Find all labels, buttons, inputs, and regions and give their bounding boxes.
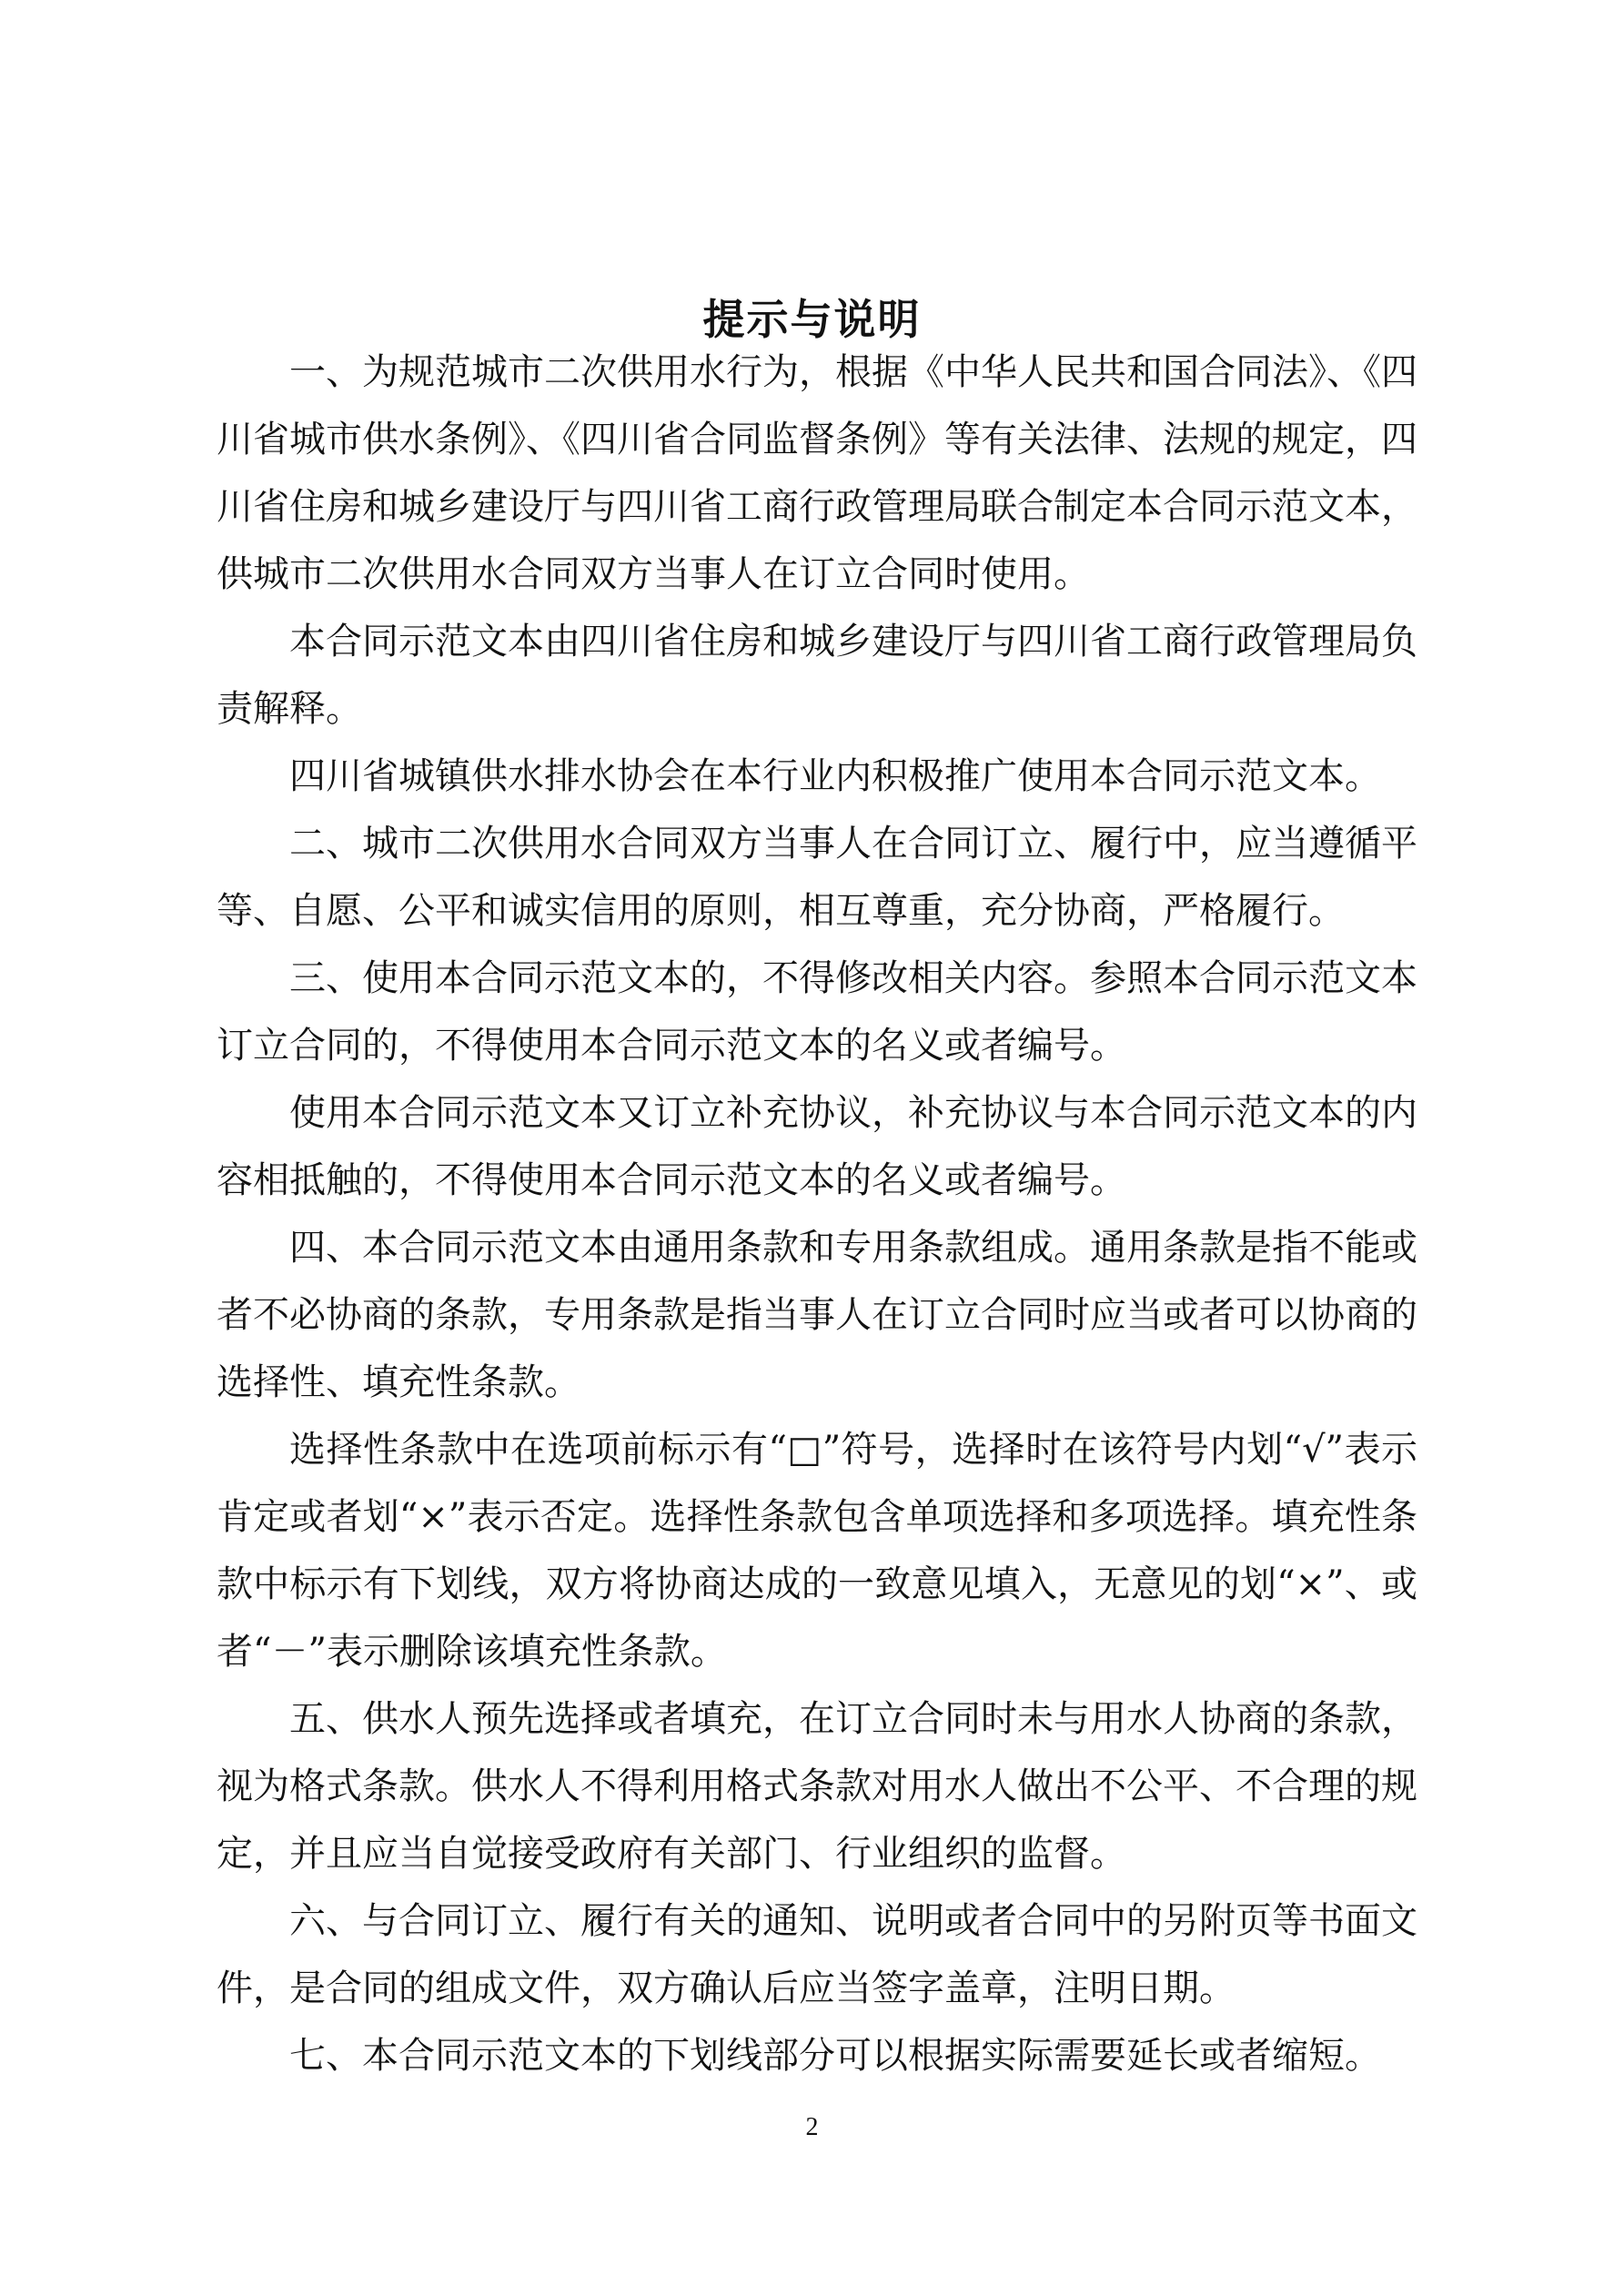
paragraph-10-written-documents: 六、与合同订立、履行有关的通知、说明或者合同中的另附页等书面文件，是合同的组成文件，双方确认后应当签字盖章，注明日期。	[217, 1900, 1417, 2009]
paragraph-9-format-clauses: 五、供水人预先选择或者填充，在订立合同时未与用水人协商的条款，视为格式条款。供水人不得利用格式条款对用水人做出不公平、不合理的规定，并且应当自觉接受政府有关部门、行业组织的监督。	[217, 1698, 1417, 1875]
paragraph-3-promotion: 四川省城镇供水排水协会在本行业内积极推广使用本合同示范文本。	[289, 755, 1381, 797]
document-title: 提示与说明	[702, 294, 922, 344]
paragraph-8-selection-rules: 选择性条款中在选项前标示有“□”符号，选择时在该符号内划“√”表示肯定或者划“×”表示否定。选择性条款包含单项选择和多项选择。填充性条款中标示有下划线，双方将协商达成的一致意见填入，无意见的划“×”、或者“－”表示删除该填充性条款。	[217, 1429, 1417, 1673]
document-body	[217, 339, 1417, 2089]
paragraph-2-interpretation: 本合同示范文本由四川省住房和城乡建设厅与四川省工商行政管理局负责解释。	[217, 621, 1417, 730]
paragraph-5-no-modification: 三、使用本合同示范文本的，不得修改相关内容。参照本合同示范文本订立合同的，不得使用本合同示范文本的名义或者编号。	[217, 957, 1417, 1067]
paragraph-1-legal-basis: 一、为规范城市二次供用水行为，根据《中华人民共和国合同法》、《四川省城市供水条例》、《四川省合同监督条例》等有关法律、法规的规定，四川省住房和城乡建设厅与四川省工商行政管理局联合制定本合同示范文本，供城市二次供用水合同双方当事人在订立合同时使用。	[217, 351, 1417, 595]
paragraph-4-principles: 二、城市二次供用水合同双方当事人在合同订立、履行中，应当遵循平等、自愿、公平和诚实信用的原则，相互尊重，充分协商，严格履行。	[217, 823, 1417, 932]
paragraph-6-supplementary-agreement: 使用本合同示范文本又订立补充协议，补充协议与本合同示范文本的内容相抵触的，不得使用本合同示范文本的名义或者编号。	[217, 1092, 1417, 1201]
paragraph-7-clause-composition: 四、本合同示范文本由通用条款和专用条款组成。通用条款是指不能或者不必协商的条款，专用条款是指当事人在订立合同时应当或者可以协商的选择性、填充性条款。	[217, 1227, 1417, 1403]
paragraph-11-underline-length: 七、本合同示范文本的下划线部分可以根据实际需要延长或者缩短。	[289, 2035, 1381, 2077]
page-number: 2	[805, 2113, 819, 2141]
